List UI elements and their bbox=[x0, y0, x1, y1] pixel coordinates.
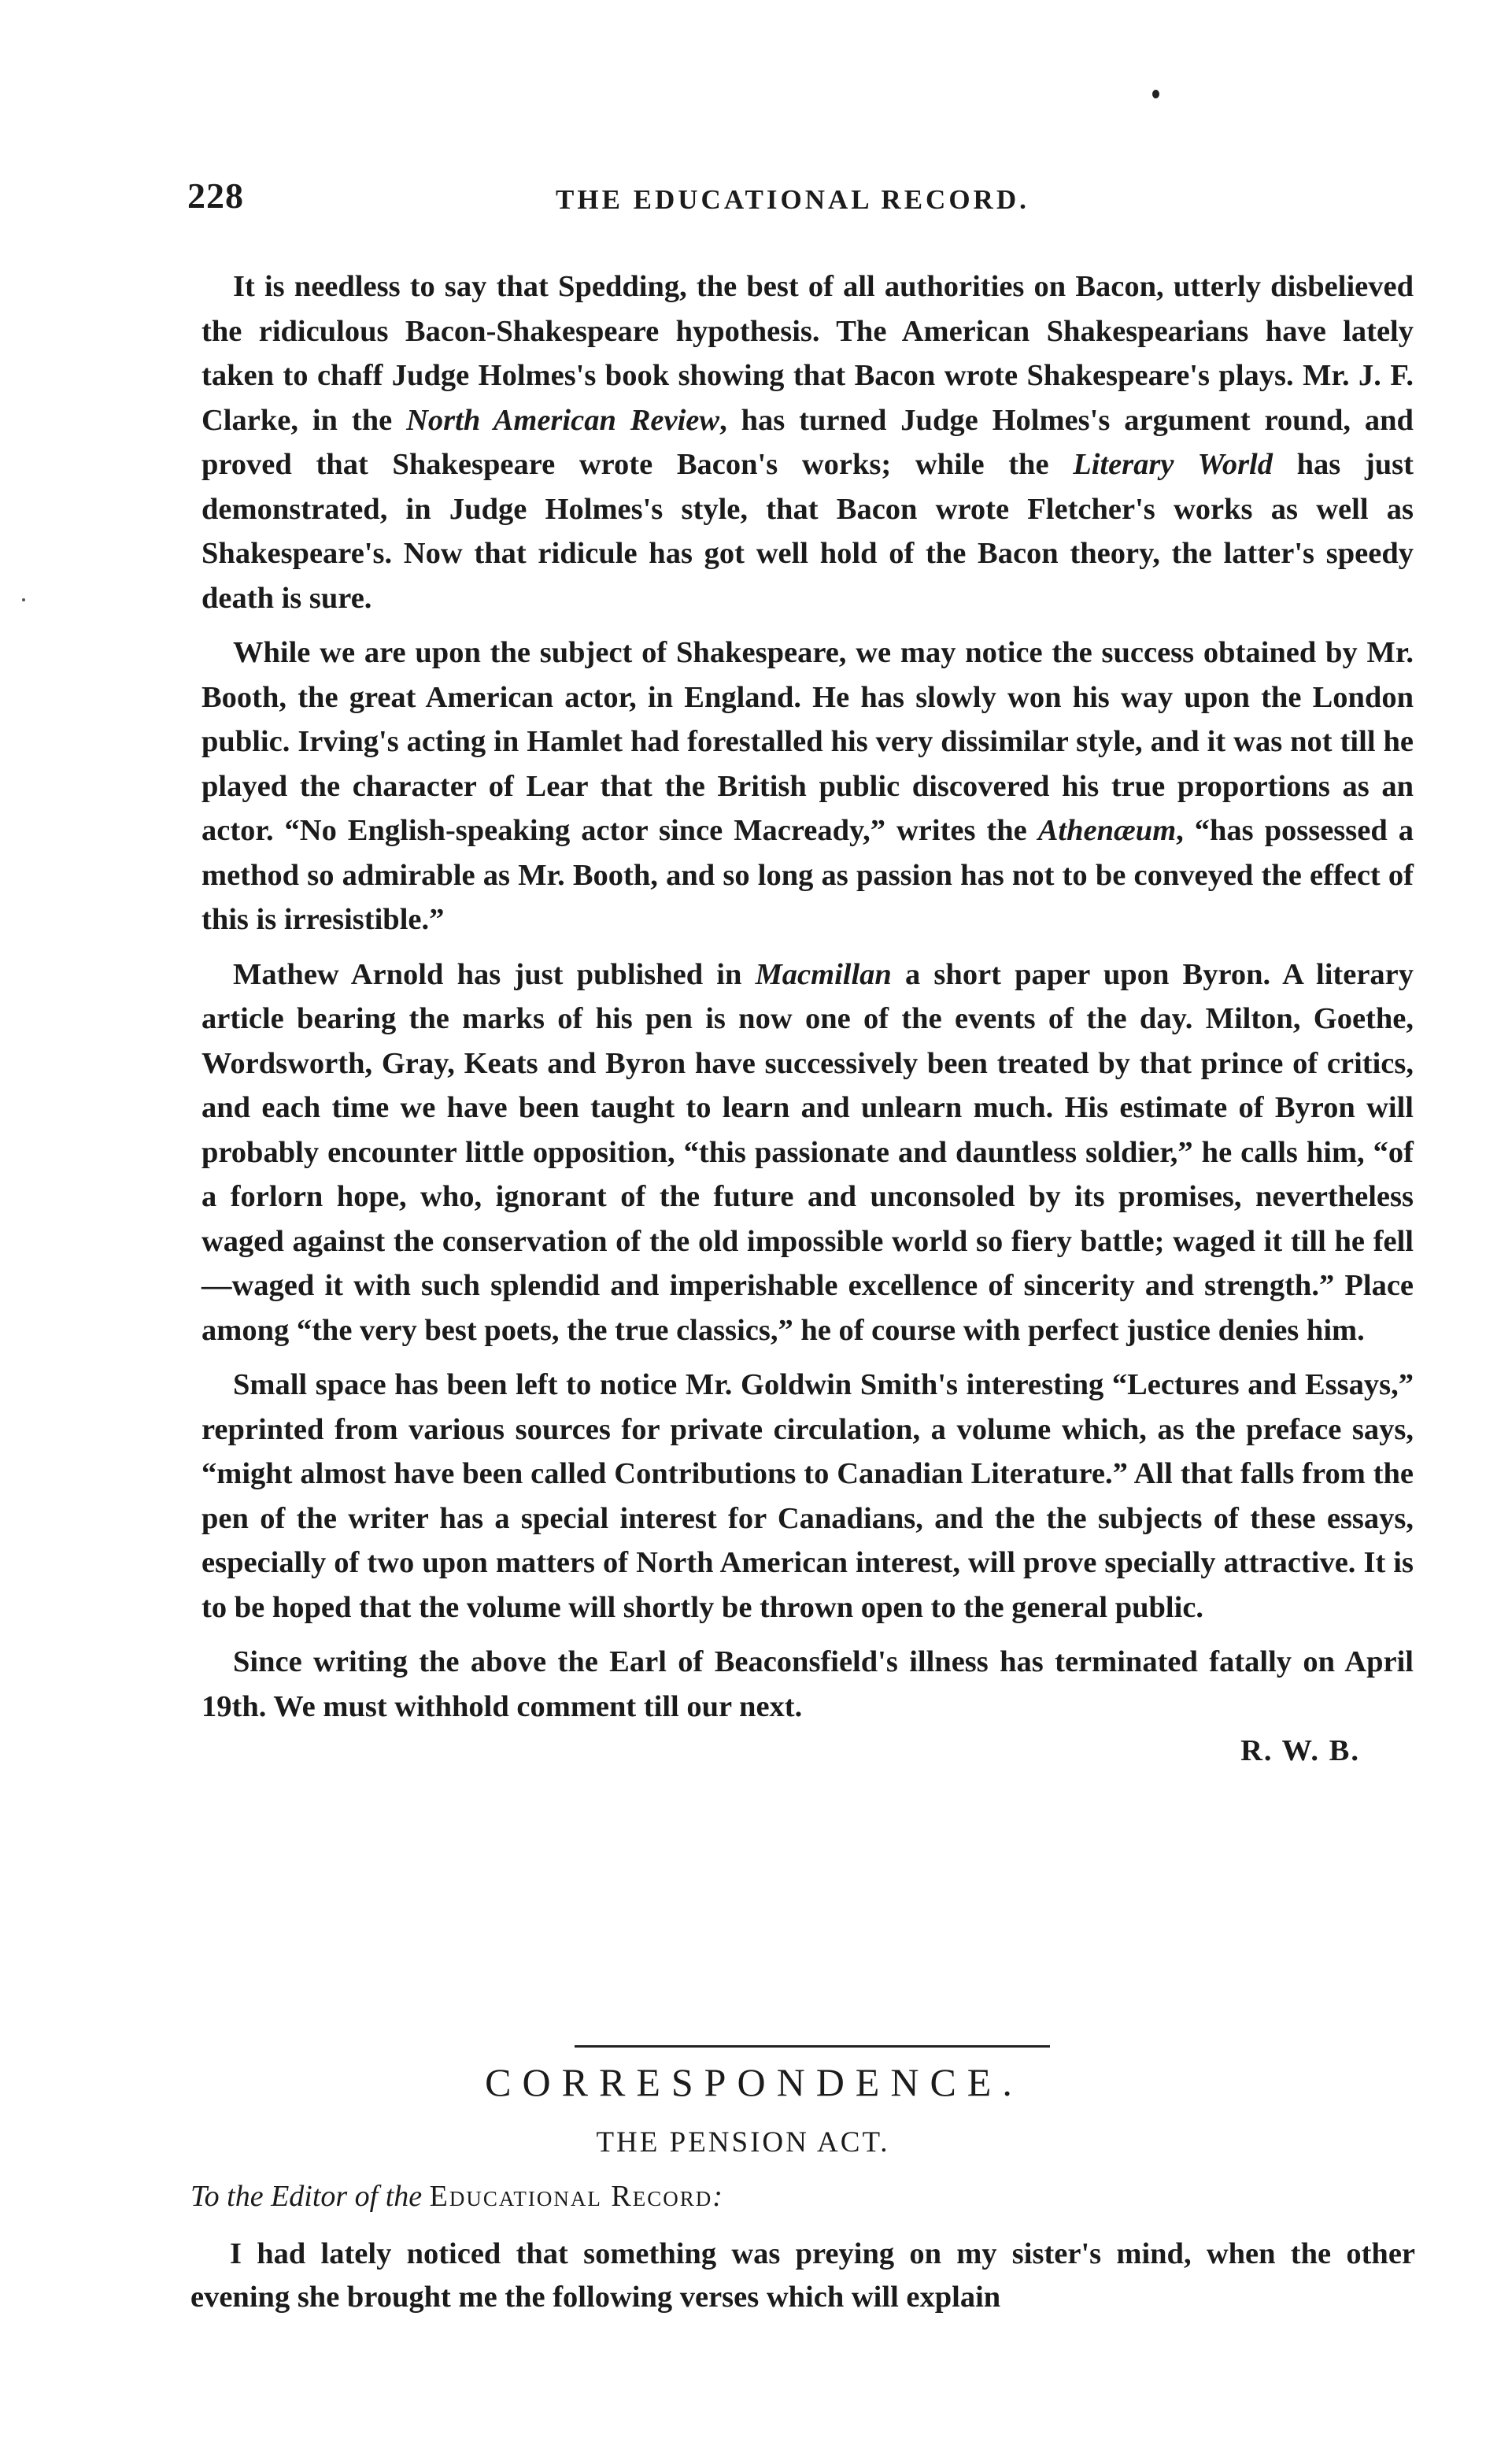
text-run: , has turned Judge Holmes's argument round, and proved that Shakespeare wrote Bacon's works; while the bbox=[201, 403, 1414, 481]
text-run: , “has possessed a method so admirable as Mr. Booth, and so long as passion has not to be conveyed the effect of this is irresistible.” bbox=[201, 814, 1414, 936]
print-speck bbox=[1152, 90, 1159, 98]
italic-title: Macmillan bbox=[755, 957, 892, 991]
article-title: THE PENSION ACT. bbox=[596, 2126, 890, 2159]
paragraph-arnold bbox=[201, 953, 1414, 1353]
letter-opening: I had lately noticed that something was preying on my sister's mind, when the other evening she brought me the following verses which will explain bbox=[190, 2237, 1415, 2314]
italic-title: Athenæum bbox=[1037, 814, 1177, 847]
text-run: Mathew Arnold has just published in bbox=[233, 957, 756, 991]
paragraph-booth bbox=[201, 631, 1414, 942]
text-run: Small space has been left to notice Mr. Goldwin Smith's interesting “Lectures and Essays,” reprinted from various sources for private circulation, a volume which, as the preface says, “might almost have been called Contributions to Canadian Literature.” All that falls from the pen of the writer has a special interest for Canadians, and the the subjects of these essays, especially of two upon matters of North American interest, will prove specially attractive. It is to be hoped that the volume will shortly be thrown open to the general public. bbox=[201, 1368, 1414, 1624]
text-run: It is needless to say that Spedding, the best of all authorities on Bacon, utterly disbelieved the ridiculous Bacon-Shakespeare hypothesis. The American Shakespearians have lately taken to chaff Judge Holmes's book showing that Bacon wrote Shakespeare's plays. Mr. J. F. Clarke, in the bbox=[201, 270, 1414, 437]
running-title: THE EDUCATIONAL RECORD. bbox=[556, 184, 1029, 215]
section-divider bbox=[575, 2045, 1050, 2048]
author-signature: R. W. B. bbox=[1240, 1734, 1360, 1767]
paragraph-goldwin-smith bbox=[201, 1363, 1414, 1630]
salutation-suffix: : bbox=[712, 2180, 723, 2213]
salutation-prefix: To the Editor of the bbox=[190, 2180, 430, 2213]
page-number: 228 bbox=[187, 176, 244, 216]
section-heading: CORRESPONDENCE. bbox=[485, 2060, 1023, 2104]
salutation bbox=[190, 2179, 723, 2214]
paragraph-beaconsfield bbox=[201, 1640, 1414, 1729]
letter-body bbox=[190, 2233, 1415, 2319]
salutation-publication: Educational Record bbox=[429, 2180, 713, 2213]
print-speck-left bbox=[22, 598, 25, 601]
text-run: While we are upon the subject of Shakespeare, we may notice the success obtained by Mr. Booth, the great American actor, in England. He has slowly won his way upon the London public. Irving's acting in Hamlet had forestalled his very dissimilar style, and it was not till he played the character of Lear that the British public discovered his true proportions as an actor. “No English-speaking actor since Macready,” writes the bbox=[201, 636, 1414, 847]
text-run: Since writing the above the Earl of Beaconsfield's illness has terminated fatally on April 19th. We must withhold comment till our next. bbox=[201, 1645, 1414, 1723]
article-body bbox=[201, 265, 1414, 1773]
text-run: a short paper upon Byron. A literary article bearing the marks of his pen is now one of the events of the day. Milton, Goethe, Wordsworth, Gray, Keats and Byron have successively been treated by that prince of critics, and each time we have been taught to learn and unlearn much. His estimate of Byron will probably encounter little opposition, “this passionate and dauntless soldier,” he calls him, “of a forlorn hope, who, ignorant of the future and unconsoled by its promises, nevertheless waged against the conservation of the old impossible world so fiery battle; waged it till he fell—waged it with such splendid and imperishable excellence of sincerity and strength.” Place among “the very best poets, the true classics,” he of course with perfect justice denies him. bbox=[201, 957, 1414, 1347]
italic-title: Literary World bbox=[1073, 448, 1273, 481]
paragraph-bacon bbox=[201, 265, 1414, 620]
text-run: has just demonstrated, in Judge Holmes's style, that Bacon wrote Fletcher's works as well as Shakespeare's. Now that ridicule has got well hold of the Bacon theory, the latter's speedy death is sure. bbox=[201, 448, 1414, 615]
italic-title: North American Review bbox=[406, 403, 720, 437]
